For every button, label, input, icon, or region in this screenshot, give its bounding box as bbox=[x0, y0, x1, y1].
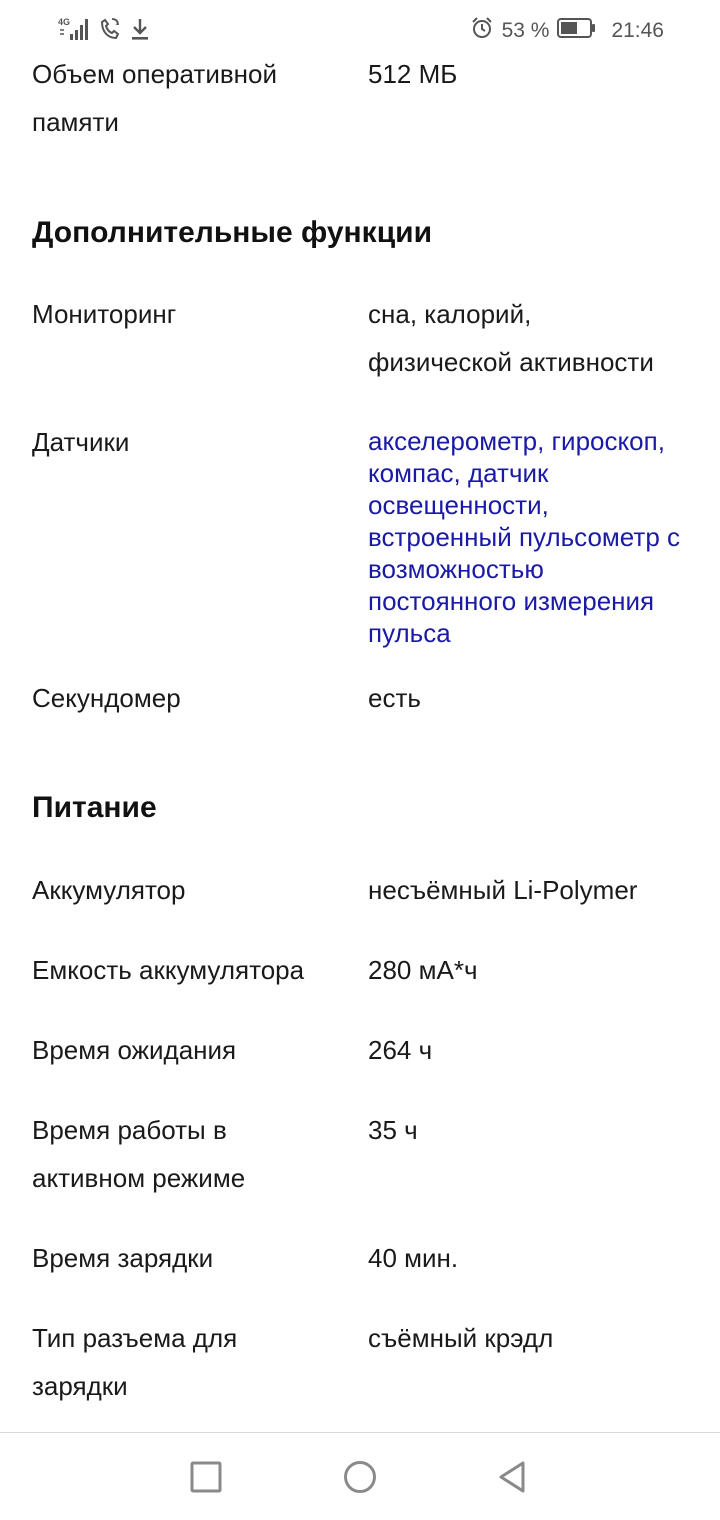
spec-label: Емкость аккумулятора bbox=[32, 955, 305, 985]
spec-value: несъёмный Li-Polymer bbox=[368, 875, 638, 905]
spec-row-monitoring bbox=[32, 290, 692, 386]
sensors-line: встроенный пульсометр с bbox=[368, 522, 680, 552]
spec-label-line: активном режиме bbox=[32, 1163, 246, 1193]
spec-value: 264 ч bbox=[368, 1035, 433, 1065]
spec-label: Секундомер bbox=[32, 683, 181, 713]
square-icon bbox=[190, 1461, 222, 1493]
home-button[interactable] bbox=[338, 1455, 382, 1499]
svg-text:1: 1 bbox=[115, 19, 119, 27]
circle-icon bbox=[343, 1460, 377, 1494]
back-button[interactable] bbox=[490, 1455, 534, 1499]
signal-icon bbox=[58, 16, 92, 47]
status-left-icons bbox=[58, 16, 152, 46]
battery-percent: 53 % bbox=[501, 19, 550, 42]
wifi-calling-icon bbox=[98, 16, 122, 47]
spec-label bbox=[32, 1314, 352, 1410]
clock-time: 21:46 bbox=[611, 19, 664, 42]
spec-row-battery bbox=[32, 866, 692, 914]
spec-label: Время зарядки bbox=[32, 1243, 214, 1273]
spec-row-charge-time bbox=[32, 1234, 692, 1282]
spec-row-stopwatch bbox=[32, 674, 692, 722]
spec-row-capacity bbox=[32, 946, 692, 994]
spec-label-line: Время работы в bbox=[32, 1115, 227, 1145]
spec-value: съёмный крэдл bbox=[368, 1323, 554, 1353]
spec-value: 40 мин. bbox=[368, 1243, 459, 1273]
spec-value-line: физической активности bbox=[368, 347, 654, 377]
spec-label: Аккумулятор bbox=[32, 875, 186, 905]
status-right-icons bbox=[470, 16, 664, 46]
download-icon bbox=[128, 16, 152, 47]
spec-row-ram bbox=[32, 50, 692, 146]
sensors-line: возможностью bbox=[368, 554, 544, 584]
section-title-extra: Дополнительные функции bbox=[32, 216, 433, 249]
sensors-line: пульса bbox=[368, 618, 451, 648]
sensors-line: освещенности, bbox=[368, 490, 549, 520]
spec-label bbox=[32, 1106, 352, 1202]
network-type-label: 4G bbox=[58, 16, 71, 27]
back-triangle-icon bbox=[496, 1460, 528, 1494]
spec-label bbox=[32, 50, 352, 146]
sensors-line: компас, датчик bbox=[368, 458, 549, 488]
alarm-icon bbox=[470, 16, 494, 46]
battery-icon bbox=[557, 17, 597, 45]
spec-row-connector bbox=[32, 1314, 692, 1410]
sensors-line: постоянного измерения bbox=[368, 586, 655, 616]
spec-value: 280 мА*ч bbox=[368, 955, 478, 985]
section-title-power: Питание bbox=[32, 791, 157, 824]
spec-label: Датчики bbox=[32, 427, 130, 457]
spec-row-sensors bbox=[32, 418, 692, 658]
spec-value-line: сна, калорий, bbox=[368, 299, 532, 329]
recents-button[interactable] bbox=[184, 1455, 228, 1499]
spec-label-line: зарядки bbox=[32, 1371, 128, 1401]
spec-label-line: памяти bbox=[32, 107, 119, 137]
spec-value: есть bbox=[368, 683, 421, 713]
spec-value bbox=[368, 290, 698, 386]
spec-label: Мониторинг bbox=[32, 299, 177, 329]
spec-label: Время ожидания bbox=[32, 1035, 237, 1065]
spec-label-line: Объем оперативной bbox=[32, 59, 277, 89]
spec-row-standby bbox=[32, 1026, 692, 1074]
spec-row-active-time bbox=[32, 1106, 692, 1202]
spec-value: 512 МБ bbox=[368, 59, 458, 89]
sensors-link[interactable] bbox=[368, 425, 698, 649]
sensors-line: акселерометр, гироскоп, bbox=[368, 426, 665, 456]
navigation-bar bbox=[0, 1433, 720, 1520]
spec-label-line: Тип разъема для bbox=[32, 1323, 238, 1353]
spec-value: 35 ч bbox=[368, 1115, 418, 1145]
